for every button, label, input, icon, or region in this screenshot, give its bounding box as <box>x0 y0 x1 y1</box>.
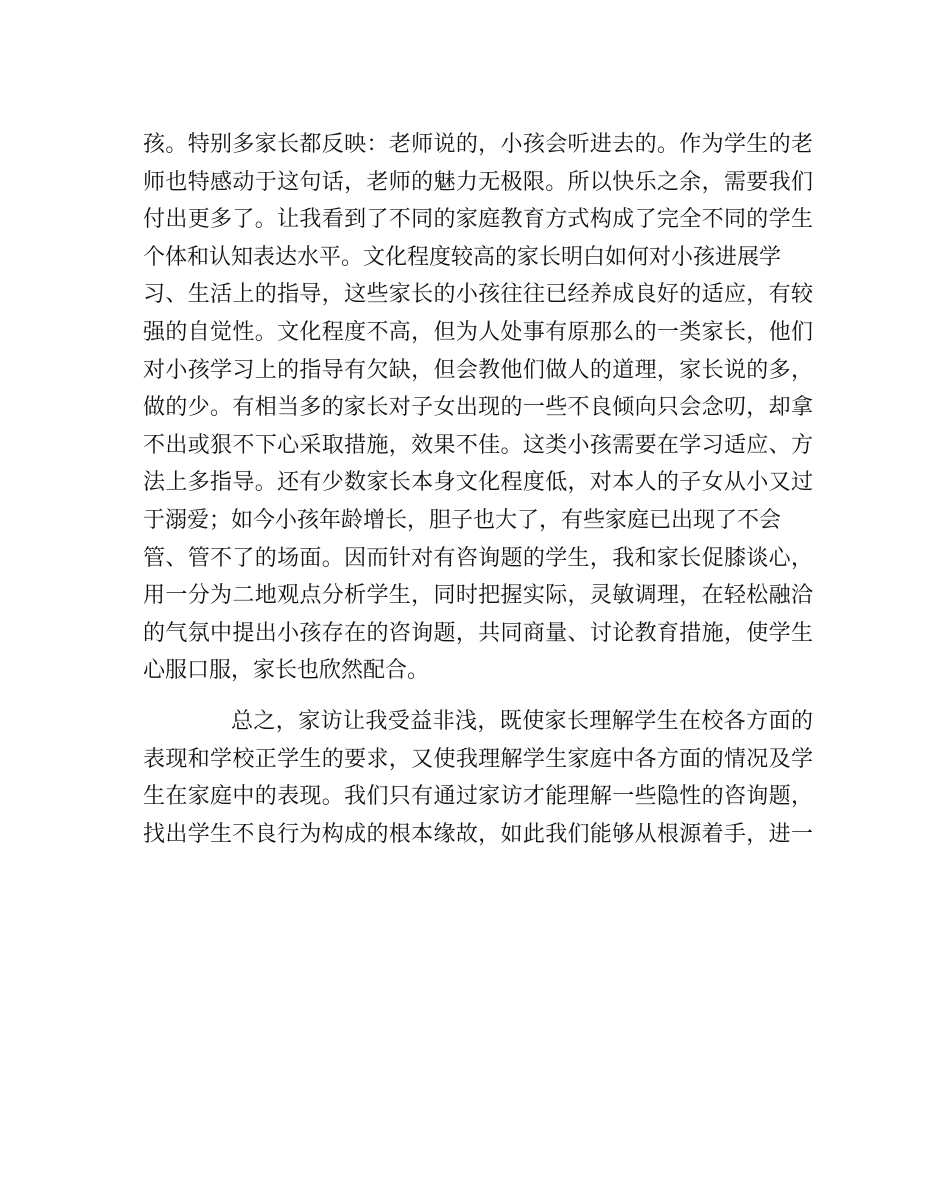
text-line: 付出更多了。让我看到了不同的家庭教育方式构成了完全不同的学生 <box>143 207 813 233</box>
text-line: 做的少。有相当多的家长对子女出现的一些不良倾向只会念叨，却拿 <box>143 395 813 421</box>
text-line: 管、管不了的场面。因而针对有咨询题的学生，我和家长促膝谈心， <box>143 545 813 571</box>
paragraph-spacer <box>143 690 813 703</box>
text-line: 的气氛中提出小孩存在的咨询题，共同商量、讨论教育措施，使学生 <box>143 620 813 646</box>
text-line: 师也特感动于这句话，老师的魅力无极限。所以快乐之余，需要我们 <box>143 169 813 195</box>
text-line: 找出学生不良行为构成的根本缘故，如此我们能够从根源着手，进一 <box>143 821 813 847</box>
text-line: 习、生活上的指导，这些家长的小孩往往已经养成良好的适应，有较 <box>143 282 813 308</box>
text-line: 心服口服，家长也欣然配合。 <box>143 658 430 684</box>
text-line: 强的自觉性。文化程度不高，但为人处事有原那么的一类家长，他们 <box>143 319 813 345</box>
document-body <box>143 126 813 853</box>
text-line: 孩。特别多家长都反映：老师说的，小孩会听进去的。作为学生的老 <box>143 132 813 157</box>
paragraph-2 <box>143 703 813 853</box>
paragraph-1 <box>143 126 813 690</box>
text-line: 个体和认知表达水平。文化程度较高的家长明白如何对小孩进展学 <box>143 244 782 270</box>
text-line: 不出或狠不下心采取措施，效果不佳。这类小孩需要在学习适应、方 <box>143 432 813 458</box>
text-line: 总之，家访让我受益非浅，既使家长理解学生在校各方面的 <box>231 708 813 734</box>
text-line: 对小孩学习上的指导有欠缺，但会教他们做人的道理，家长说的多， <box>143 357 813 383</box>
text-line: 法上多指导。还有少数家长本身文化程度低，对本人的子女从小又过 <box>143 470 813 496</box>
text-line: 于溺爱；如今小孩年龄增长，胆子也大了，有些家庭已出现了不会 <box>143 507 782 533</box>
text-line: 用一分为二地观点分析学生，同时把握实际，灵敏调理，在轻松融洽 <box>143 583 813 609</box>
text-line: 表现和学校正学生的要求，又使我理解学生家庭中各方面的情况及学 <box>143 746 813 772</box>
text-line: 生在家庭中的表现。我们只有通过家访才能理解一些隐性的咨询题， <box>143 784 813 810</box>
